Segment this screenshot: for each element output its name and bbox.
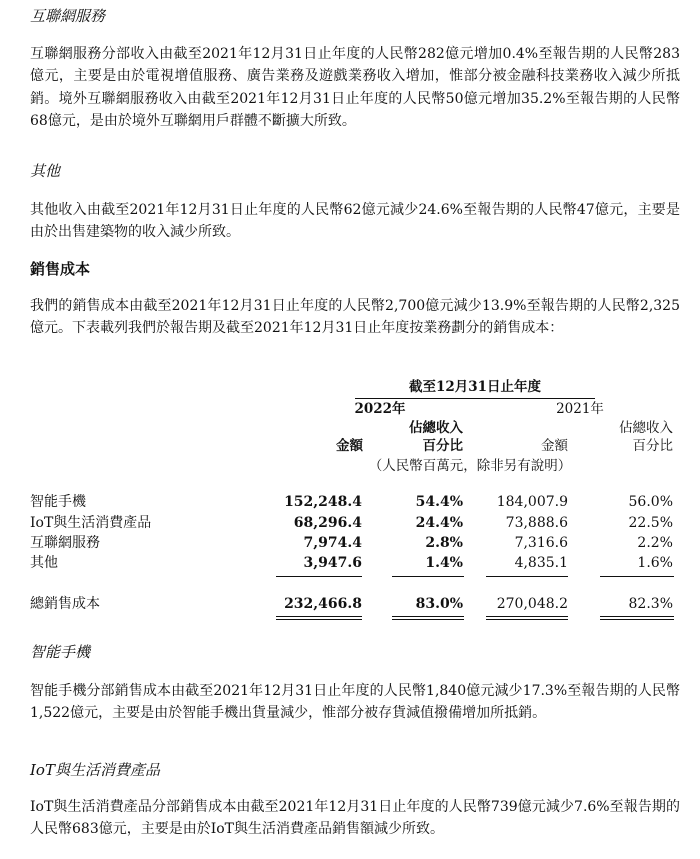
pct-2022: 1.4% <box>425 555 463 571</box>
amount-2022: 152,248.4 <box>284 494 362 510</box>
iot-heading: IoT與生活消費產品 <box>30 761 160 779</box>
amount-header-2021: 金額 <box>541 438 568 454</box>
iot-paragraph: IoT與生活消費產品分部銷售成本由截至2021年12月31日止年度的人民幣739億元減少7.6%至報告期的人民幣683億元，主要是由於IoT與生活消費產品銷售額減少所致。 <box>30 799 680 838</box>
pct-header-2021-line2: 百分比 <box>632 438 673 454</box>
other-paragraph: 其他收入由截至2021年12月31日止年度的人民幣62億元減少24.6%至報告期的人民幣47億元，主要是由於出售建築物的收入減少所致。 <box>30 202 680 241</box>
total-double-rule <box>276 616 362 620</box>
pct-header-2022-line1: 佔總收入 <box>409 420 463 436</box>
total-double-rule <box>392 616 464 620</box>
amount-2022: 3,947.6 <box>303 555 362 571</box>
amount-2022: 68,296.4 <box>293 515 362 531</box>
amount-2021: 7,316.6 <box>514 535 568 551</box>
unit-note: （人民幣百萬元，除非另有說明） <box>368 458 572 474</box>
amount-2021: 4,835.1 <box>514 555 568 571</box>
pct-2021: 1.6% <box>637 555 673 571</box>
total-amount-2022: 232,466.8 <box>284 596 362 612</box>
table-period-header: 截至12月31日止年度 <box>408 379 542 395</box>
total-amount-2021: 270,048.2 <box>496 596 568 612</box>
subtotal-rule <box>276 576 362 577</box>
pct-header-2021-line1: 佔總收入 <box>619 420 673 436</box>
year-2021-header: 2021年 <box>556 401 604 417</box>
subtotal-rule <box>392 576 464 577</box>
row-label: 互聯網服務 <box>30 535 100 551</box>
subtotal-rule <box>600 576 674 577</box>
internet-services-heading: 互聯網服務 <box>30 7 106 25</box>
pct-2022: 2.8% <box>425 535 463 551</box>
pct-2021: 2.2% <box>637 535 673 551</box>
pct-2021: 22.5% <box>628 515 673 531</box>
subtotal-rule <box>486 576 568 577</box>
total-label: 總銷售成本 <box>30 596 100 612</box>
row-label: IoT與生活消費產品 <box>30 515 152 531</box>
pct-2022: 24.4% <box>415 515 463 531</box>
other-heading: 其他 <box>30 162 61 180</box>
cost-of-sales-heading: 銷售成本 <box>30 260 91 278</box>
pct-2021: 56.0% <box>628 494 673 510</box>
total-pct-2022: 83.0% <box>415 596 463 612</box>
pct-header-2022-line2: 百分比 <box>422 438 463 454</box>
cost-of-sales-paragraph: 我們的銷售成本由截至2021年12月31日止年度的人民幣2,700億元減少13.9%至報告期的人民幣2,325億元。下表載列我們於報告期及截至2021年12月31日止年度按業務劃分的銷售成本： <box>30 298 680 337</box>
header-rule <box>355 398 595 399</box>
amount-2021: 73,888.6 <box>505 515 568 531</box>
smartphone-paragraph: 智能手機分部銷售成本由截至2021年12月31日止年度的人民幣1,840億元減少17.3%至報告期的人民幣1,522億元，主要是由於智能手機出貨量減少，惟部分被存貨減值撥備增加所抵銷。 <box>30 683 680 722</box>
pct-2022: 54.4% <box>415 494 463 510</box>
internet-services-paragraph: 互聯網服務分部收入由截至2021年12月31日止年度的人民幣282億元增加0.4%至報告期的人民幣283億元，主要是由於電視增值服務、廣告業務及遊戲業務收入增加，惟部分被金融科技業務收入減少所抵銷。境外互聯網服務收入由截至2021年12月31日止年度的人民幣50億元增加35.2%至報告期的人民幣68億元，是由於境外互聯網用戶群體不斷擴大所致。 <box>30 46 680 130</box>
row-label: 其他 <box>30 555 58 571</box>
amount-2022: 7,974.4 <box>303 535 362 551</box>
total-pct-2021: 82.3% <box>628 596 673 612</box>
year-2022-header: 2022年 <box>354 401 406 417</box>
amount-header-2022: 金額 <box>336 438 363 454</box>
total-double-rule <box>486 616 568 620</box>
amount-2021: 184,007.9 <box>496 494 568 510</box>
total-double-rule <box>600 616 674 620</box>
smartphone-heading: 智能手機 <box>30 643 91 661</box>
row-label: 智能手機 <box>30 494 86 510</box>
